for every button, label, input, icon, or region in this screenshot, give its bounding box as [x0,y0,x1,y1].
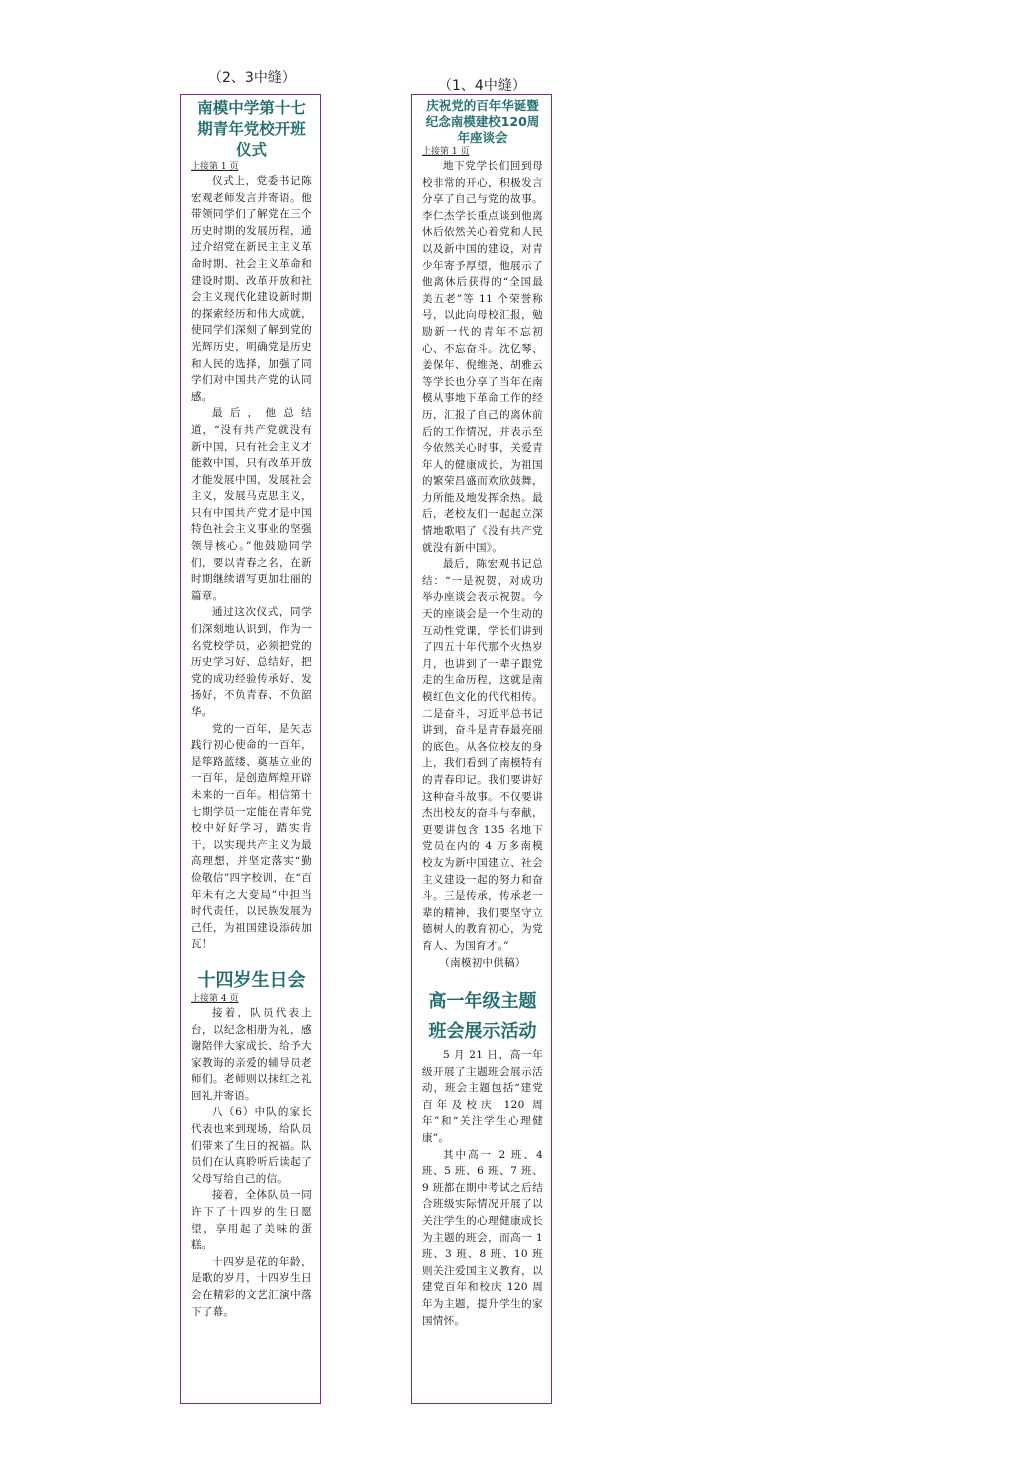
article-paragraph: 八（6）中队的家长代表也来到现场，给队员们带来了生日的祝福。队员们在认真聆听后读起了父母写给自己的信。 [191,1106,312,1185]
article-class-meeting [422,987,543,1329]
article-paragraph: 5 月 21 日，高一年级开展了主题班会展示活动，班会主题包括“建党百年及校庆 120 周年”和“关注学生心理健康”。 [422,1049,543,1145]
article-paragraph: 通过这次仪式，同学们深刻地认识到，作为一名党校学员，必须把党的历史学习好、总结好，把党的成功经验传承好、发扬好，不负青春、不负韶华。 [191,606,312,718]
article-paragraph: 地下党学长们回到母校非常的开心，积极发言分享了自己与党的故事。李仁杰学长重点谈到他离休后依然关心着党和人民以及新中国的建设，对青少年寄予厚望，他展示了他离休后获得的“全国最美五老”等 11 个荣誉称号，以此向母校汇报，勉励新一代的青年不忘初心、不忘奋斗。沈亿琴、姜保年、倪维尧、胡雅云等学长也分享了当年在南模从事地下革命工作的经历，汇报了自己的离休前后的工作情况，并表示至今依然关心时事，关爱青年人的健康成长，为祖国的繁荣昌盛而欢欣鼓舞，力所能及地发挥余热。最后，老校友们一起起立深情地歌唱了《没有共产党就没有新中国》。 [422,160,543,554]
continuation-note: 上接第 4 页 [191,993,239,1004]
left-column-label: （2、3中缝） [208,70,296,86]
left-column [180,94,321,1404]
article-source-credit: （南模初中供稿） [439,956,526,969]
article-title: 庆祝党的百年华诞暨纪念南模建校120周年座谈会 [425,98,540,145]
article-title: 南模中学第十七期青年党校开班仪式 [197,99,306,159]
article-paragraph: 其中高一 2 班、4 班、5 班、6 班、7 班、9 班都在期中考试之后结合班级实际情况开展了以关注学生的心理健康成长为主题的班会，而高一 1 班、3 班、8 班、10 班则关注爱国主义教育，以建党百年和校庆 120 周年为主题，提升学生的家国情怀。 [422,1148,543,1327]
article-youth-party-school [191,98,312,953]
article-paragraph: 党的一百年，是矢志践行初心使命的一百年，是筚路蓝缕、奠基立业的一百年，是创造辉煌开辟未来的一百年。相信第十七期学员一定能在青年党校中好好学习，踏实肯干，以实现共产主义为最高理想，并坚定落实“勤俭敬信”四字校训，在“百年未有之大变局”中担当时代责任，以民族发展为己任，为祖国建设添砖加瓦！ [191,722,312,951]
article-title: 十四岁生日会 [197,969,306,991]
article-gap [422,971,543,987]
article-centennial-symposium [422,98,543,971]
article-gap [191,953,312,969]
article-paragraph: 接着，队员代表上台，以纪念相册为礼，感谢陪伴大家成长、给予大家教诲的亲爱的辅导员老师们。老师则以抹红之礼回礼并寄语。 [191,1006,312,1102]
article-paragraph: 最后，陈宏观书记总结：“一是祝贺，对成功举办座谈会表示祝贺。今天的座谈会是一个生动的互动性党课，学长们讲到了四五十年代那个火热岁月，也讲到了一辈子跟党走的生命历程，这就是南模红色文化的代代相传。二是奋斗，习近平总书记讲到，奋斗是青春最亮丽的底色。从各位校友的身上，我们看到了南模特有的青春印记。我们要讲好这种奋斗故事。不仅要讲杰出校友的奋斗与奉献，更要讲包含 135 名地下党员在内的 4 万多南模校友为新中国建立、社会主义建设一起的努力和奋斗。三是传承，传承老一辈的精神，我们要坚守立德树人的教育初心，为党育人、为国育才。” [422,558,543,952]
right-column-label: （1、4中缝） [438,78,526,94]
article-title: 高一年级主题班会展示活动 [428,991,537,1043]
article-paragraph: 十四岁是花的年龄，是歌的岁月，十四岁生日会在精彩的文艺汇演中落下了幕。 [191,1255,312,1318]
article-paragraph: 接着，全体队员一同许下了十四岁的生日愿望，享用起了美味的蛋糕。 [191,1189,312,1252]
article-paragraph: 仪式上，党委书记陈宏观老师发言并寄语。他带领同学们了解党在三个历史时期的发展历程，通过介绍党在新民主主义革命时期、社会主义革命和建设时期、改革开放和社会主义现代化建设新时期的探索经历和伟大成就，使同学们深刻了解到党的光辉历史，明确党是历史和人民的选择，加强了同学们对中国共产党的认同感。 [191,175,312,403]
article-14th-birthday [191,969,312,1320]
right-column [411,94,552,1404]
continuation-note: 上接第 1 页 [191,162,239,172]
continuation-note: 上接第 1 页 [422,147,470,157]
article-paragraph: 最后，他总结道，“没有共产党就没有新中国，只有社会主义才能救中国，只有改革开放才能发展中国，发展社会主义，发展马克思主义，只有中国共产党才是中国特色社会主义事业的坚强领导核心。”他鼓励同学们，要以青春之名，在新时期继续谱写更加壮丽的篇章。 [191,407,312,602]
